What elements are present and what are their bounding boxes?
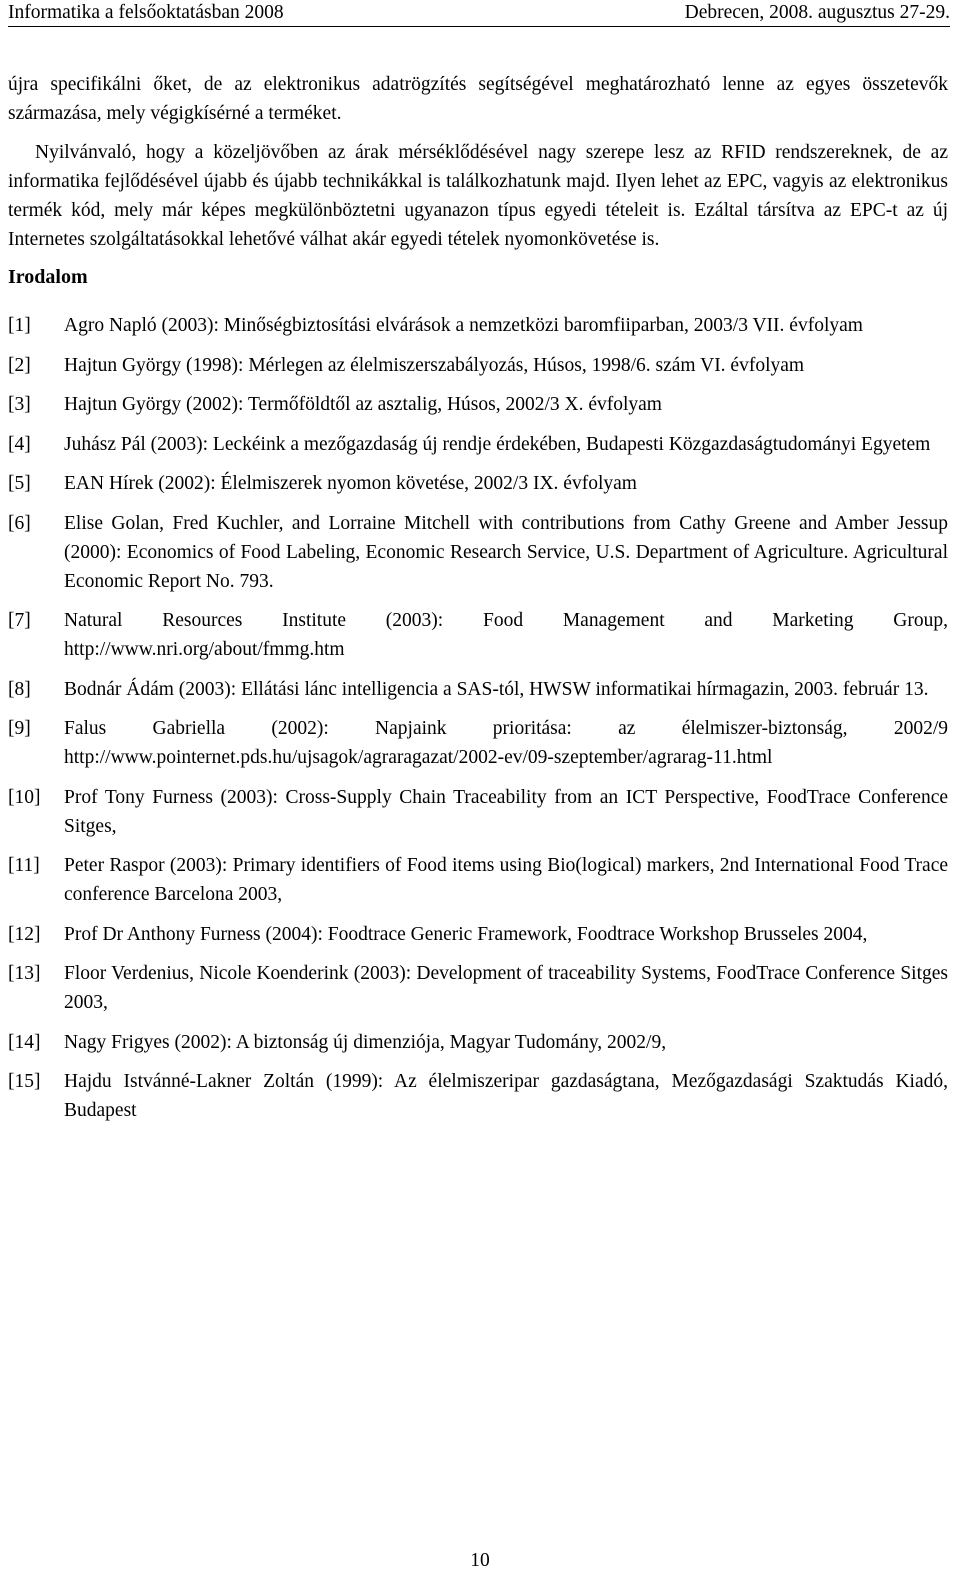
- references-heading: Irodalom: [8, 266, 88, 288]
- reference-number: [11]: [8, 855, 40, 876]
- header-location-date: Debrecen, 2008. augusztus 27-29.: [684, 2, 950, 23]
- reference-text: Agro Napló (2003): Minőségbiztosítási elvárások a nemzetközi baromfiiparban, 2003/3 VII. évfolyam: [64, 315, 863, 336]
- reference-text: Elise Golan, Fred Kuchler, and Lorraine Mitchell with contributions from Cathy Greene and Amber Jessup (2000): Economics of Food Labeling, Economic Research Service, U.S. Department of Agriculture. Agricultural Economic Report No. 793.: [64, 512, 948, 592]
- reference-text: Juhász Pál (2003): Leckéink a mezőgazdaság új rendje érdekében, Budapesti Közgazdaságtudományi Egyetem: [64, 433, 931, 455]
- reference-item: [8, 390, 948, 419]
- reference-text: Prof Dr Anthony Furness (2004): Foodtrace Generic Framework, Foodtrace Workshop Brusseles 2004,: [64, 923, 868, 945]
- reference-item: [8, 959, 948, 1017]
- reference-number: [10]: [8, 786, 41, 808]
- reference-number: [5]: [8, 473, 31, 494]
- reference-item: [8, 1067, 948, 1125]
- reference-number: [2]: [8, 354, 31, 376]
- reference-text: Natural Resources Institute (2003): Food Management and Marketing Group, http://www.nri.org/about/fmmg.htm: [64, 610, 948, 660]
- reference-item: [8, 1028, 948, 1057]
- reference-text: Hajtun György (2002): Termőföldtől az asztalig, Húsos, 2002/3 X. évfolyam: [64, 394, 662, 415]
- reference-number: [8]: [8, 678, 31, 700]
- reference-item: [8, 675, 948, 704]
- reference-text: Hajtun György (1998): Mérlegen az élelmiszerszabályozás, Húsos, 1998/6. szám VI. évfolyam: [64, 354, 805, 376]
- body-paragraph-1: újra specifikálni őket, de az elektronikus adatrögzítés segítségével meghatározható lenne az egyes összetevők származása, mely végigkísérné a terméket.: [8, 74, 948, 124]
- reference-number: [1]: [8, 315, 31, 336]
- header-conference-title: Informatika a felsőoktatásban 2008: [8, 2, 284, 23]
- reference-item: [8, 714, 948, 772]
- reference-item: [8, 469, 948, 498]
- reference-number: [14]: [8, 1031, 41, 1053]
- reference-item: [8, 509, 948, 596]
- body-paragraph-2: Nyilvánvaló, hogy a közeljövőben az árak mérséklődésével nagy szerepe lesz az RFID rendszereknek, de az informatika fejlődésével újabb és újabb technikákkal is találkozhatunk majd. Ilyen lehet az EPC, vagyis az elektronikus termék kód, mely már képes megkülönböztetni ugyanazon típus egyedi tételeit is. Ezáltal társítva az EPC-t az új Internetes szolgáltatásokkal lehetővé válhat akár egyedi tételek nyomonkövetése is.: [8, 142, 948, 250]
- reference-item: [8, 606, 948, 664]
- page-content: [8, 70, 948, 1136]
- reference-text: Hajdu Istvánné-Lakner Zoltán (1999): Az élelmiszeripar gazdaságtana, Mezőgazdasági Szaktudás Kiadó, Budapest: [64, 1071, 948, 1121]
- reference-text: Floor Verdenius, Nicole Koenderink (2003): Development of traceability Systems, FoodTrace Conference Sitges 2003,: [64, 963, 948, 1013]
- reference-number: [6]: [8, 512, 31, 534]
- reference-number: [3]: [8, 394, 31, 415]
- reference-number: [7]: [8, 610, 31, 631]
- reference-item: [8, 920, 948, 949]
- reference-number: [12]: [8, 923, 41, 945]
- reference-text: Prof Tony Furness (2003): Cross-Supply Chain Traceability from an ICT Perspective, FoodTrace Conference Sitges,: [64, 786, 948, 837]
- reference-item: [8, 351, 948, 380]
- reference-item: [8, 311, 948, 340]
- reference-number: [15]: [8, 1071, 41, 1092]
- reference-item: [8, 430, 948, 459]
- reference-number: [13]: [8, 963, 41, 984]
- reference-text: Peter Raspor (2003): Primary identifiers of Food items using Bio(logical) markers, 2nd International Food Trace conference Barcelona 2003,: [64, 855, 948, 905]
- reference-item: [8, 783, 948, 841]
- reference-number: [4]: [8, 433, 31, 455]
- reference-text: Bodnár Ádám (2003): Ellátási lánc intelligencia a SAS-tól, HWSW informatikai hírmagazin, 2003. február 13.: [64, 678, 929, 700]
- reference-list: [8, 311, 948, 1125]
- page-number: 10: [470, 1550, 490, 1571]
- reference-item: [8, 851, 948, 909]
- reference-text: EAN Hírek (2002): Élelmiszerek nyomon követése, 2002/3 IX. évfolyam: [64, 473, 637, 494]
- reference-text: Falus Gabriella (2002): Napjaink prioritása: az élelmiszer-biztonság, 2002/9 http://www.pointernet.pds.hu/ujsagok/agraragazat/2002-ev/09-szeptember/agrarag-11.html: [64, 718, 948, 768]
- reference-number: [9]: [8, 718, 31, 739]
- running-header: [8, 0, 950, 27]
- reference-text: Nagy Frigyes (2002): A biztonság új dimenziója, Magyar Tudomány, 2002/9,: [64, 1031, 667, 1053]
